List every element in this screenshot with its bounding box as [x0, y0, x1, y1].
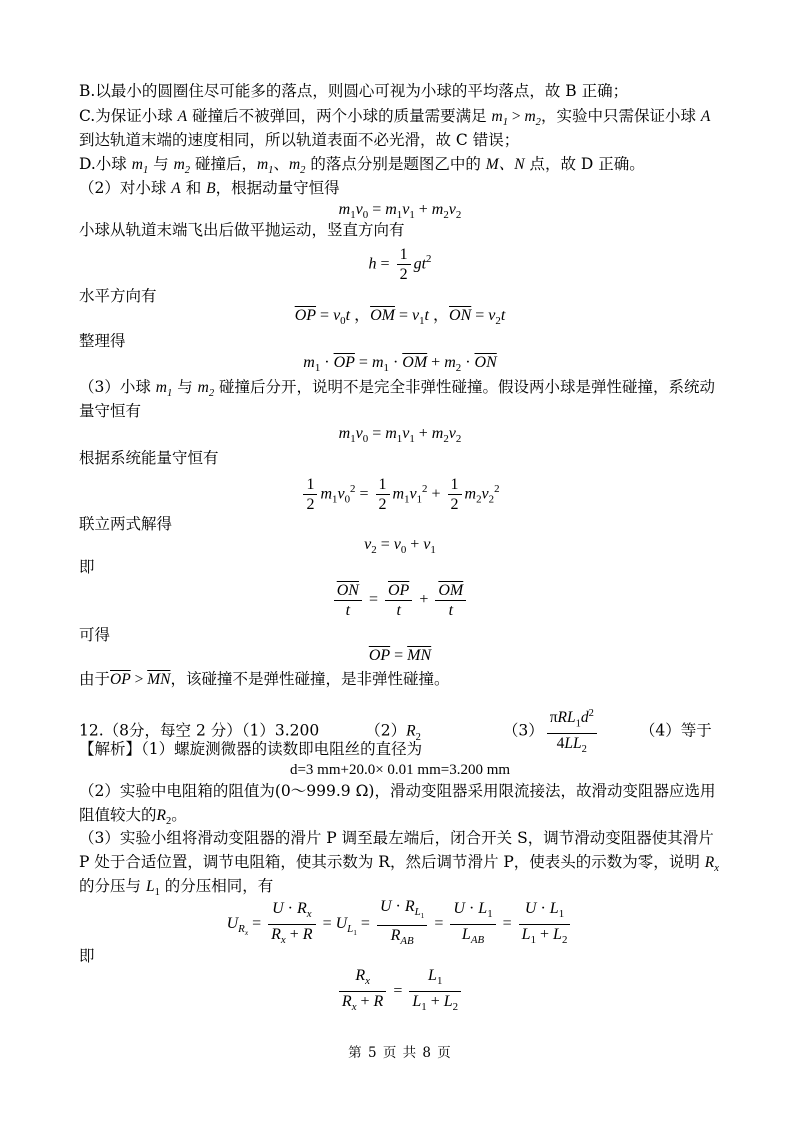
text-line: 水平方向有: [79, 287, 157, 305]
equation-ratio-final: $\frac{R_x}{R_x + R}$ = $\frac{L_1}{L_1 + L_2}$: [0, 966, 800, 1017]
text-line: 到达轨道末端的速度相同，所以轨道表面不必光滑，故 C 错误；: [79, 131, 520, 149]
text-line: 即: [79, 947, 95, 965]
text-line: 根据系统能量守恒有: [79, 449, 219, 467]
text-line: 即: [79, 558, 95, 576]
equation-energy: $\frac{1}{2}$ $m_1v_0^2$ = $\frac{1}{2}$ $m_1v_1^2$ + $\frac{1}{2}$ $m_2v_2^2$: [0, 470, 800, 519]
answer-line-12: 12.（8分，每空 2 分）（1）3.200 $(2)R_2$ （3） $\frac{\pi RL_1d^2}{4LL_2}$ （4）等于: [79, 704, 712, 759]
measurement-line: d=3 mm+20.0× 0.01 mm=3.200 mm: [289, 762, 511, 778]
text-line: 【解析】（1）螺旋测微器的读数即电阻丝的直径为: [79, 740, 423, 758]
text-line: 的分压与 $L_1$ 的分压相同，有: [79, 877, 274, 899]
text-line: 可得: [79, 626, 111, 644]
text-line: 整理得: [79, 332, 126, 350]
text-line: （2）实验中电阻箱的阻值为(0～999.9 Ω)，滑动变阻器采用限流接法，故滑动变阻器应选用: [79, 782, 716, 800]
text-line: P 处于合适位置，调节电阻箱，使其示数为 R，然后调节滑片 P，使表头的示数为零，说明 $R_x$: [79, 853, 719, 875]
equation-arranged: $m_1 \cdot \overline{OP} = m_1 \cdot \overline{OM} + m_2 \cdot \overline{ON}$: [303, 354, 497, 375]
text-line: C.为保证小球 A 碰撞后不被弹回，两个小球的质量需要满足 $m_1 > m_2$，实验中只需保证小球 A: [79, 107, 711, 129]
equation-height: h = $\frac{1}{2}$ $gt^2$: [368, 246, 432, 284]
equation-voltage: $U_{R_x}$ = $\frac{U \cdot R_x}{R_x + R}$ = $U_{L_1}$ = $\frac{U \cdot R_{L_1}}{R_{AB}}$ = $\frac{U \cdot L_1}{L_{AB}}$ = $\frac{U \cdot L_1}{L_1 + L_2}$: [0, 897, 800, 955]
text-line: 联立两式解得: [79, 515, 173, 533]
text-line: 小球从轨道末端飞出后做平抛运动，竖直方向有: [79, 221, 405, 239]
equation-momentum-2: $m_1v_0 = m_1v_1 + m_2v_2$: [338, 425, 462, 446]
equation-momentum: $m_1v_0 = m_1v_1 + m_2v_2$: [338, 201, 462, 222]
page-footer: 第 5 页 共 8 页: [348, 1045, 452, 1061]
text-line: B.以最小的圆圈住尽可能多的落点，则圆心可视为小球的平均落点，故 B 正确；: [79, 82, 629, 100]
equation-op-mn: $\overline{OP} = \overline{MN}$: [368, 647, 432, 664]
text-line: D.小球 $m_1$ 与 $m_2$ 碰撞后，$m_1$、$m_2$ 的落点分别是题图乙中的 M、N 点，故 D 正确。: [79, 155, 645, 177]
text-line: 由于$\overline{OP} > \overline{MN}$，该碰撞不是弹性碰撞，是非弹性碰撞。: [79, 670, 450, 688]
text-line: （3）实验小组将滑动变阻器的滑片 P 调至最左端后，闭合开关 S，调节滑动变阻器使其滑片: [79, 829, 714, 847]
text-line: （3）小球 $m_1$ 与 $m_2$ 碰撞后分开，说明不是完全非弹性碰撞。假设两小球是弹性碰撞，系统动: [79, 378, 716, 400]
equation-horizontal: $\overline{OP} = v_0t$ ，$\overline{OM} = v_1t$ ，$\overline{ON} = v_2t$: [294, 307, 506, 328]
text-line: 阻值较大的$R_2$。: [79, 806, 187, 828]
equation-ratio: $\frac{\overline{ON}}{t}$ = $\frac{\overline{OP}}{t}$ + $\frac{\overline{OM}}{t}$: [0, 580, 800, 620]
equation-v2: $v_2 = v_0 + v_1$: [364, 536, 436, 557]
text-line: 量守恒有: [79, 402, 142, 420]
text-line: （2）对小球 A 和 B，根据动量守恒得: [79, 179, 340, 197]
